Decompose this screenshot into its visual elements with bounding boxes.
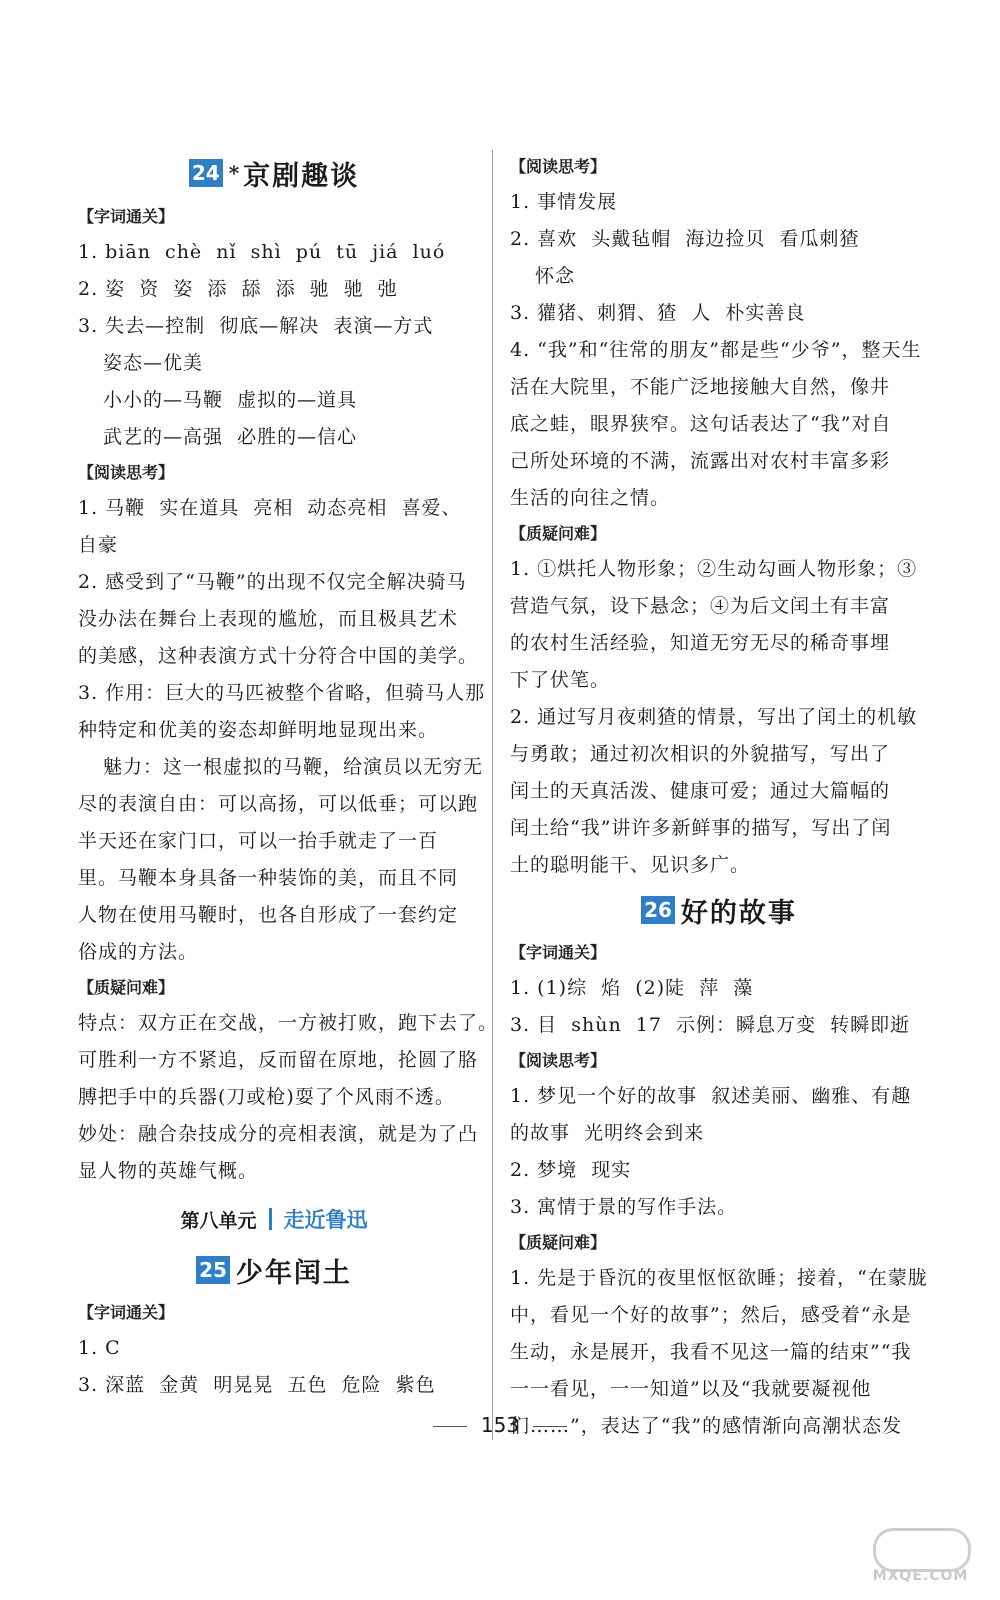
- answer-line: 特点：双方正在交战，一方被打败，跑下去了。: [78, 1012, 499, 1034]
- answer-line: 生活的向往之情。: [510, 487, 671, 509]
- answer-line: 2. 梦境 现实: [510, 1159, 632, 1181]
- unit-separator: [269, 1208, 272, 1230]
- star-mark: *: [228, 161, 242, 185]
- answer-line: 闰土的天真活泼、健康可爱；通过大篇幅的: [510, 780, 891, 802]
- answer-line: 俗成的方法。: [78, 941, 199, 963]
- answer-line: 们……”，表达了“我”的感情渐向高潮状态发: [510, 1415, 903, 1437]
- answer-line: 的农村生活经验，知道无穷无尽的稀奇事埋: [510, 632, 891, 654]
- section-tag: 【阅读思考】: [78, 463, 175, 482]
- page-number-dash: [533, 1426, 567, 1427]
- section-tag: 【字词通关】: [510, 943, 607, 962]
- answer-line: 可胜利一方不紧追，反而留在原地，抡圆了胳: [78, 1049, 479, 1071]
- answer-line: 1. 马鞭 实在道具 亮相 动态亮相 喜爱、: [78, 497, 462, 519]
- answer-line: 显人物的英雄气概。: [78, 1160, 259, 1182]
- answer-line: 1. 梦见一个好的故事 叙述美丽、幽雅、有趣: [510, 1085, 912, 1107]
- left-column: [78, 150, 499, 1404]
- answer-line: 妙处：融合杂技成分的亮相表演，就是为了凸: [78, 1123, 479, 1145]
- right-column: [510, 150, 928, 1445]
- unit-label: 第八单元: [180, 1209, 257, 1232]
- lesson-number-badge: 25: [196, 1256, 230, 1284]
- answer-line: 的故事 光明终会到来: [510, 1122, 705, 1144]
- watermark-icon: [873, 1528, 971, 1572]
- answer-line: 尽的表演自由：可以高扬，可以低垂；可以跑: [78, 793, 479, 815]
- column-divider: [492, 150, 493, 1440]
- lesson-25-title: [78, 1244, 470, 1296]
- answer-line: 3. 作用：巨大的马匹被整个省略，但骑马人那: [78, 682, 486, 704]
- answer-line: 自豪: [78, 534, 119, 556]
- answer-line: 生动，永是展开，我看不见这一篇的结束”“我: [510, 1341, 912, 1363]
- lesson-title-text: 少年闰土: [235, 1257, 352, 1289]
- page-number-text: 153: [480, 1413, 520, 1437]
- answer-line: 底之蛙，眼界狭窄。这句话表达了“我”对自: [510, 413, 892, 435]
- section-tag: 【字词通关】: [78, 1303, 175, 1322]
- answer-line: 魅力：这一根虚拟的马鞭，给演员以无穷无: [103, 756, 484, 778]
- unit-name: 走近鲁迅: [283, 1208, 368, 1232]
- answer-line: 己所处环境的不满，流露出对农村丰富多彩: [510, 450, 891, 472]
- answer-line: 活在大院里，不能广泛地接触大自然，像井: [510, 376, 891, 398]
- answer-line: 3. 深蓝 金黄 明晃晃 五色 危险 紫色: [78, 1374, 436, 1396]
- lesson-number-badge: 26: [641, 896, 675, 924]
- page-number: [0, 1413, 1000, 1437]
- answer-line: 土的聪明能干、见识多广。: [510, 854, 751, 876]
- answer-line: 3. 失去—控制 彻底—解决 表演—方式: [78, 315, 434, 337]
- answer-line: 怀念: [535, 265, 576, 287]
- unit-heading: [78, 1194, 470, 1244]
- lesson-number-badge: 24: [189, 159, 223, 187]
- answer-line: 里。马鞭本身具备一种装饰的美，而且不同: [78, 867, 459, 889]
- section-tag: 【质疑问难】: [510, 524, 607, 543]
- answer-line: 1. ①烘托人物形象；②生动勾画人物形象；③: [510, 558, 918, 580]
- answer-line: 一一看见，一一知道”以及“我就要凝视他: [510, 1378, 872, 1400]
- answer-line: 种特定和优美的姿态却鲜明地显现出来。: [78, 719, 439, 741]
- answer-line: 姿态—优美: [103, 352, 204, 374]
- answer-line: 4. “我”和“往常的朋友”都是些“少爷”，整天生: [510, 339, 922, 361]
- answer-line: 半天还在家门口，可以一抬手就走了一百: [78, 830, 439, 852]
- answer-line: 1. C: [78, 1337, 121, 1359]
- watermark-text: MXQE.COM: [872, 1568, 969, 1584]
- answer-line: 营造气氛，设下悬念；④为后文闰土有丰富: [510, 595, 891, 617]
- section-tag: 【质疑问难】: [510, 1233, 607, 1252]
- answer-line: 2. 通过写月夜刺猹的情景，写出了闰土的机敏: [510, 706, 918, 728]
- answer-line: 1. biān chè nǐ shì pú tū jiá luó: [78, 241, 446, 263]
- answer-line: 膊把手中的兵器(刀或枪)耍了个风雨不透。: [78, 1086, 455, 1108]
- answer-line: 的美感，这种表演方式十分符合中国的美学。: [78, 645, 479, 667]
- lesson-24-title: [78, 150, 470, 196]
- answer-line: 没办法在舞台上表现的尴尬，而且极具艺术: [78, 608, 459, 630]
- answer-line: 1. (1)综 焰 (2)陡 萍 藻: [510, 977, 754, 999]
- answer-line: 中，看见一个好的故事”；然后，感受着“永是: [510, 1304, 912, 1326]
- watermark-logo: [863, 1528, 978, 1586]
- answer-line: 2. 姿 资 姿 添 舔 添 驰 驰 弛: [78, 278, 398, 300]
- answer-line: 人物在使用马鞭时，也各自形成了一套约定: [78, 904, 459, 926]
- page-number-dash: [433, 1426, 467, 1427]
- section-tag: 【阅读思考】: [510, 157, 607, 176]
- answer-line: 1. 先是于昏沉的夜里怄怄欲睡；接着，“在蒙胧: [510, 1267, 928, 1289]
- section-tag: 【阅读思考】: [510, 1051, 607, 1070]
- section-tag: 【字词通关】: [78, 207, 175, 226]
- answer-line: 与勇敢；通过初次相识的外貌描写，写出了: [510, 743, 891, 765]
- answer-line: 小小的—马鞭 虚拟的—道具: [103, 389, 358, 411]
- answer-line: 3. 目 shùn 17 示例：瞬息万变 转瞬即逝: [510, 1014, 911, 1036]
- answer-line: 2. 感受到了“马鞭”的出现不仅完全解决骑马: [78, 571, 467, 593]
- answer-line: 2. 喜欢 头戴毡帽 海边捡贝 看瓜刺猹: [510, 228, 860, 250]
- answer-line: 1. 事情发展: [510, 191, 618, 213]
- answer-line: 3. 寓情于景的写作手法。: [510, 1196, 738, 1218]
- answer-line: 3. 獾猪、刺猬、猹 人 朴实善良: [510, 302, 806, 324]
- lesson-title-text: 京剧趣谈: [243, 160, 360, 192]
- answer-line: 下了伏笔。: [510, 669, 611, 691]
- section-tag: 【质疑问难】: [78, 978, 175, 997]
- lesson-26-title: [510, 884, 928, 936]
- answer-line: 闰土给“我”讲许多新鲜事的描写，写出了闰: [510, 817, 892, 839]
- lesson-title-text: 好的故事: [680, 897, 797, 929]
- answer-line: 武艺的—高强 必胜的—信心: [103, 426, 358, 448]
